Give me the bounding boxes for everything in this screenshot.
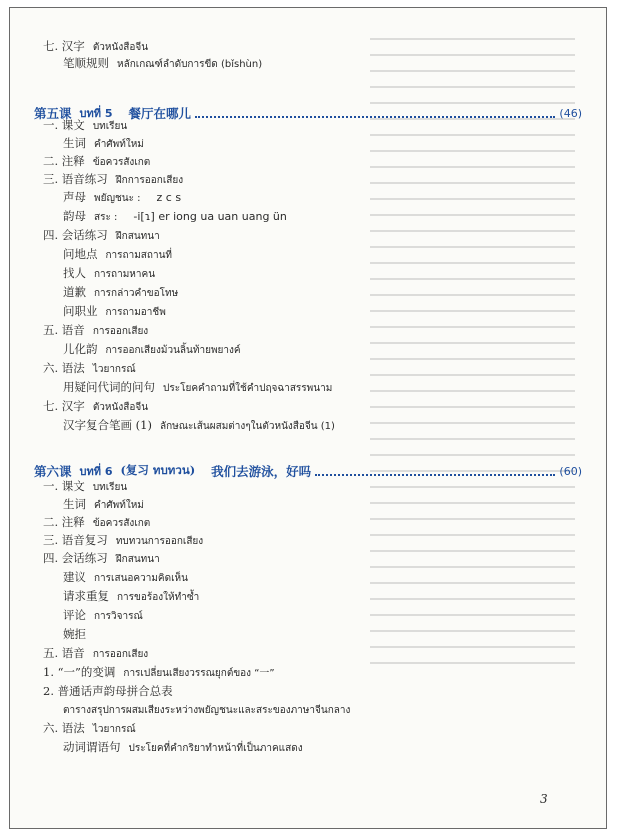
entry-chinese: 三. 语音练习 <box>43 172 108 186</box>
toc-entry[interactable] <box>43 646 148 662</box>
toc-entry[interactable] <box>43 684 181 698</box>
entry-chinese: 问职业 <box>63 304 98 318</box>
entry-thai: ประโยคที่คำกริยาทำหน้าที่เป็นภาคแสดง <box>128 743 303 754</box>
toc-entry[interactable] <box>43 118 127 134</box>
toc-entry[interactable] <box>43 515 150 531</box>
toc-entry[interactable] <box>43 665 275 681</box>
entry-chinese: 问地点 <box>63 247 98 261</box>
entry-chinese: 四. 会话练习 <box>43 551 108 565</box>
entry-chinese: 笔顺规则 <box>63 56 109 70</box>
entry-thai: การกล่าวคำขอโทษ <box>94 288 179 299</box>
toc-entry[interactable] <box>63 266 155 282</box>
lesson-5-title-th: บทที่ 5 <box>79 107 113 120</box>
leader-dots <box>195 116 555 118</box>
lesson-5-subtitle: 餐厅在哪儿 <box>128 106 191 121</box>
entry-thai: คำศัพท์ใหม่ <box>94 500 144 511</box>
entry-chinese: 找人 <box>63 266 86 280</box>
entry-chinese: 建议 <box>63 570 86 584</box>
toc-entry[interactable] <box>63 497 144 513</box>
entry-thai: การวิจารณ์ <box>94 611 143 622</box>
toc-entry[interactable] <box>43 228 160 244</box>
entry-chinese: 二. 注释 <box>43 154 85 168</box>
toc-entry[interactable] <box>43 323 148 339</box>
entry-chinese: 七. 汉字 <box>43 399 85 413</box>
toc-entry[interactable] <box>63 285 178 301</box>
toc-entry[interactable] <box>63 247 172 263</box>
entry-chinese: 六. 语法 <box>43 721 85 735</box>
toc-entry[interactable] <box>63 608 143 624</box>
entry-thai: ลักษณะเส้นผสมต่างๆในตัวหนังสือจีน (1) <box>159 421 335 432</box>
entry-chinese: 韵母 <box>63 209 86 223</box>
entry-chinese: 一. 课文 <box>43 118 85 132</box>
entry-thai: ตัวหนังสือจีน <box>92 402 149 413</box>
entry-thai: การถามหาคน <box>94 269 156 280</box>
lesson-6-title-th: บทที่ 6 <box>79 465 113 478</box>
toc-entry[interactable] <box>63 702 350 718</box>
toc-entry[interactable] <box>63 342 241 358</box>
entry-chinese: 二. 注释 <box>43 515 85 529</box>
toc-entry[interactable] <box>43 154 150 170</box>
lesson-5-title-zh: 第五课 <box>34 106 72 121</box>
entry-chinese: 生词 <box>63 136 86 150</box>
entry-chinese: 道歉 <box>63 285 86 299</box>
leader-dots <box>315 474 555 476</box>
entry-chinese: 六. 语法 <box>43 361 85 375</box>
entry-thai: สระ : <box>94 212 118 223</box>
entry-chinese: 婉拒 <box>63 627 86 641</box>
entry-thai: การออกเสียงม้วนลิ้นท้ายพยางค์ <box>105 345 241 356</box>
entry-chinese: 汉字复合笔画 (1) <box>63 418 152 432</box>
entry-chinese: 1. “一”的变调 <box>43 665 116 679</box>
entry-thai: คำศัพท์ใหม่ <box>94 139 144 150</box>
entry-thai: พยัญชนะ : <box>94 193 141 204</box>
toc-entry[interactable] <box>63 209 287 225</box>
lesson-6-title-zh: 第六课 <box>34 464 72 479</box>
toc-entry[interactable] <box>63 304 166 320</box>
entry-chinese: 五. 语音 <box>43 646 85 660</box>
entry-thai: ประโยคคำถามที่ใช้คำปฤจฉาสรรพนาม <box>163 383 333 394</box>
entry-thai: การออกเสียง <box>92 326 149 337</box>
entry-thai: การออกเสียง <box>92 649 149 660</box>
toc-entry[interactable] <box>63 418 335 434</box>
entry-thai: การเสนอความคิดเห็น <box>94 573 188 584</box>
entry-thai: ข้อควรสังเกต <box>92 157 151 168</box>
toc-entry[interactable] <box>43 399 148 415</box>
entry-chinese: 2. 普通话声韵母拼合总表 <box>43 684 173 698</box>
entry-thai: ตารางสรุปการผสมเสียงระหว่างพยัญชนะและสระของภาษาจีนกลาง <box>63 705 351 716</box>
entry-chinese: 生词 <box>63 497 86 511</box>
toc-entry[interactable] <box>63 589 199 605</box>
entry-chinese: 评论 <box>63 608 86 622</box>
entry-chinese: 五. 语音 <box>43 323 85 337</box>
toc-entry[interactable] <box>63 380 332 396</box>
entry-thai: ทบทวนการออกเสียง <box>115 536 204 547</box>
entry-chinese: 请求重复 <box>63 589 109 603</box>
entry-chinese: 四. 会话练习 <box>43 228 108 242</box>
toc-entry[interactable] <box>43 172 183 188</box>
toc-entry[interactable] <box>43 479 127 495</box>
toc-entry[interactable] <box>43 39 148 55</box>
toc-entry[interactable] <box>43 551 160 567</box>
entry-thai: ฝึกสนทนา <box>115 554 160 565</box>
entry-thai: การขอร้องให้ทำซ้ำ <box>117 592 200 603</box>
toc-entry[interactable] <box>43 721 136 737</box>
entry-thai: ข้อควรสังเกต <box>92 518 151 529</box>
lesson-5-page: (46) <box>559 106 582 120</box>
entry-thai: ฝึกการออกเสียง <box>115 175 184 186</box>
entry-pinyin: z c s <box>156 191 182 204</box>
entry-thai: ไวยากรณ์ <box>92 724 136 735</box>
toc-entry[interactable] <box>43 533 203 549</box>
entry-chinese: 声母 <box>63 190 86 204</box>
toc-entry[interactable] <box>43 361 136 377</box>
entry-thai: ไวยากรณ์ <box>92 364 136 375</box>
entry-chinese: 三. 语音复习 <box>43 533 108 547</box>
lesson-6-subtitle: 我们去游泳，好吗 <box>211 464 312 479</box>
entry-thai: การถามอาชีพ <box>105 307 166 318</box>
lesson-6-page: (60) <box>559 464 582 478</box>
lesson-6-review: (复习 ทบทวน) <box>120 463 196 477</box>
entry-thai: บทเรียน <box>92 482 128 493</box>
entry-thai: บทเรียน <box>92 121 128 132</box>
toc-entry[interactable] <box>63 56 262 72</box>
entry-thai: การเปลี่ยนเสียงวรรณยุกต์ของ “一” <box>123 668 275 679</box>
toc-entry[interactable] <box>63 136 144 152</box>
entry-chinese: 用疑问代词的问句 <box>63 380 155 394</box>
entry-thai: ตัวหนังสือจีน <box>92 42 149 53</box>
page-number: 3 <box>540 792 548 806</box>
entry-chinese: 一. 课文 <box>43 479 85 493</box>
bleed-through-text <box>370 38 575 638</box>
entry-thai: หลักเกณฑ์ลำดับการขีด (bǐshùn) <box>117 59 263 70</box>
entry-chinese: 七. 汉字 <box>43 39 85 53</box>
entry-thai: การถามสถานที่ <box>105 250 173 261</box>
entry-pinyin: -i[ɿ] er iong ua uan uang ün <box>133 210 287 223</box>
toc-entry[interactable] <box>63 570 188 586</box>
entry-chinese: 儿化韵 <box>63 342 98 356</box>
toc-entry[interactable] <box>63 740 303 756</box>
lesson-6-heading[interactable] <box>34 462 582 480</box>
book-page <box>9 7 607 829</box>
toc-entry[interactable] <box>63 190 181 206</box>
entry-chinese: 动词谓语句 <box>63 740 121 754</box>
entry-thai: ฝึกสนทนา <box>115 231 160 242</box>
toc-entry[interactable] <box>63 627 94 641</box>
